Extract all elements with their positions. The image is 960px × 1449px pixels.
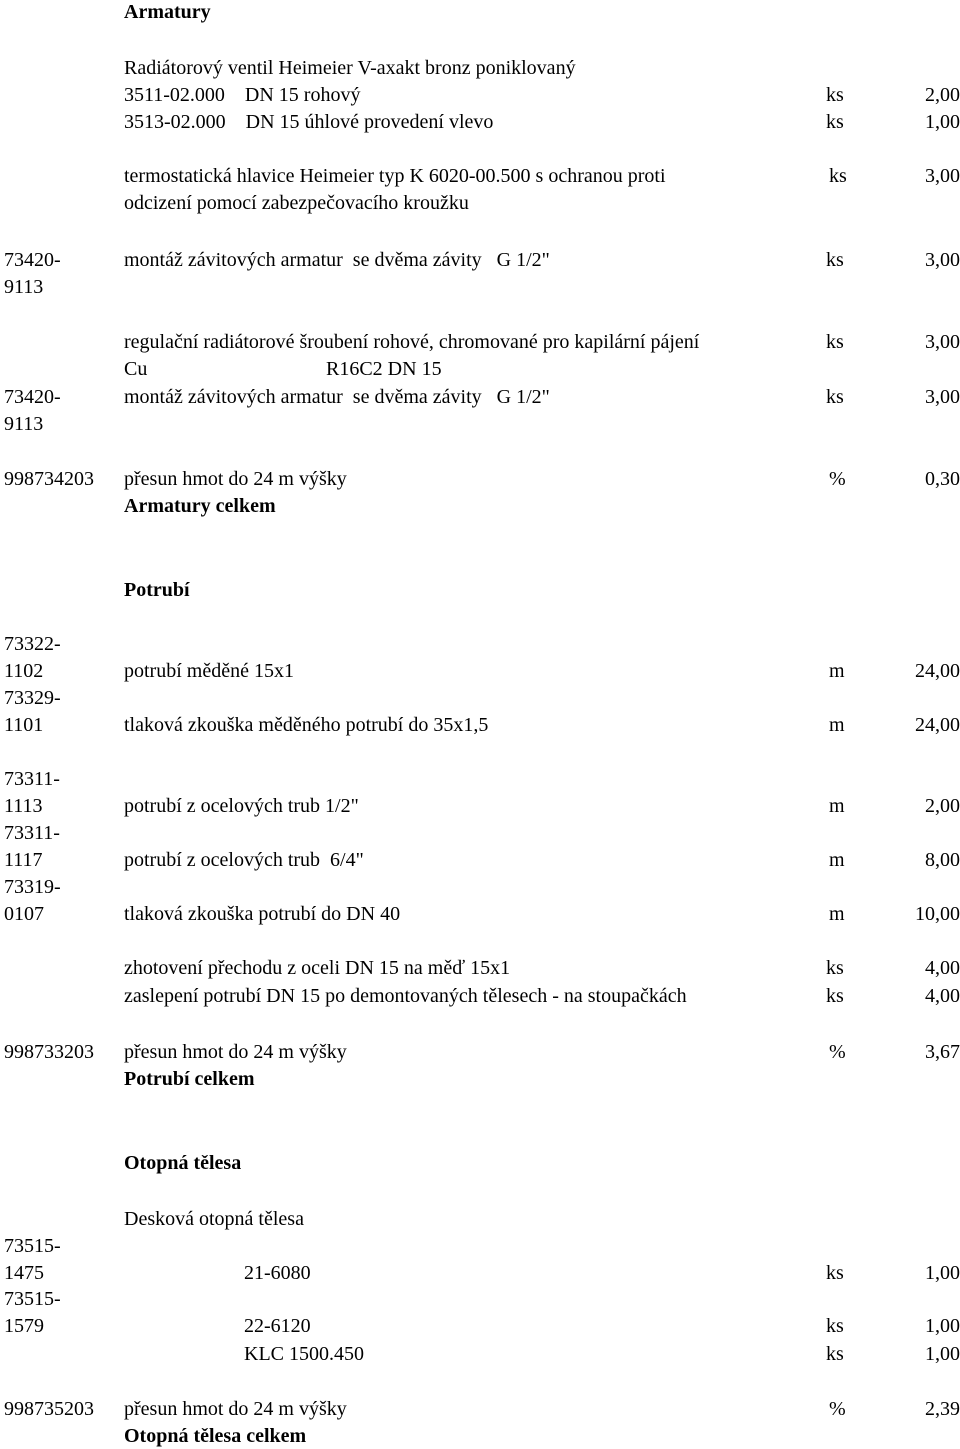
- line-item-unit: %: [829, 468, 846, 490]
- line-item-desc: potrubí měděné 15x1: [124, 660, 294, 682]
- line-item-unit: ks: [826, 957, 844, 979]
- line-item-unit: m: [829, 849, 845, 871]
- line-item-qty: 1,00: [925, 111, 960, 133]
- line-item-unit: ks: [826, 111, 844, 133]
- line-item-desc: zhotovení přechodu z oceli DN 15 na měď 15x1: [124, 957, 511, 979]
- line-item-unit: ks: [826, 331, 844, 353]
- transfer-code: 998733203: [4, 1041, 94, 1063]
- line-item-desc: tlaková zkouška potrubí do DN 40: [124, 903, 401, 925]
- transfer-desc: přesun hmot do 24 m výšky: [124, 1398, 347, 1420]
- line-item-unit: ks: [826, 1315, 844, 1337]
- item-code-part1: 73311-: [4, 768, 60, 790]
- line-item-qty: 4,00: [925, 957, 960, 979]
- line-item-desc: montáž závitových armatur se dvěma závity G 1/2": [124, 249, 550, 271]
- transfer-desc: přesun hmot do 24 m výšky: [124, 468, 347, 490]
- line-item-qty: 3,00: [925, 386, 960, 408]
- line-item-qty: 2,39: [925, 1398, 960, 1420]
- line-item-qty: 2,00: [925, 795, 960, 817]
- line-item-qty: 1,00: [925, 1262, 960, 1284]
- item-code-part1: 73319-: [4, 876, 61, 898]
- line-item-unit: m: [829, 660, 845, 682]
- line-item-desc: tlaková zkouška měděného potrubí do 35x1,5: [124, 714, 489, 736]
- item-code-part1: 73515-: [4, 1235, 61, 1257]
- item-code-part2: 0107: [4, 903, 44, 925]
- section-total-armatury: Armatury celkem: [124, 495, 276, 517]
- item-code-part2: 9113: [4, 413, 44, 435]
- item-code-part2: 1117: [4, 849, 43, 871]
- thermostat-desc-line1: termostatická hlavice Heimeier typ K 6020-00.500 s ochranou proti: [124, 165, 666, 187]
- item-code-part2: 1101: [4, 714, 44, 736]
- line-item-unit: ks: [826, 84, 844, 106]
- line-item-unit: ks: [826, 1262, 844, 1284]
- line-item-qty: 3,00: [925, 331, 960, 353]
- transfer-code: 998734203: [4, 468, 94, 490]
- line-item-qty: 10,00: [915, 903, 960, 925]
- item-code-part1: 73311-: [4, 822, 60, 844]
- thermostat-desc-line2: odcizení pomocí zabezpečovacího kroužku: [124, 192, 469, 214]
- line-item-desc: 21-6080: [244, 1262, 311, 1284]
- item-code-part1: 73322-: [4, 633, 61, 655]
- line-item-qty: 3,00: [925, 249, 960, 271]
- line-item-unit: ks: [826, 386, 844, 408]
- line-item-qty: 24,00: [915, 660, 960, 682]
- section-total-potrubi: Potrubí celkem: [124, 1068, 255, 1090]
- item-code-part1: 73420-: [4, 386, 61, 408]
- line-item-unit: m: [829, 714, 845, 736]
- line-item-unit: %: [829, 1398, 846, 1420]
- line-item-unit: ks: [826, 249, 844, 271]
- radiator-valve-title: Radiátorový ventil Heimeier V-axakt bronz poniklovaný: [124, 57, 576, 79]
- item-code-part1: 73329-: [4, 687, 61, 709]
- line-item-desc: zaslepení potrubí DN 15 po demontovaných tělesech - na stoupačkách: [124, 985, 687, 1007]
- section-heading-armatury: Armatury: [124, 1, 211, 23]
- line-item-unit: m: [829, 903, 845, 925]
- line-item-desc: potrubí z ocelových trub 1/2": [124, 795, 359, 817]
- line-item-desc: 22-6120: [244, 1315, 311, 1337]
- item-code-part2: 1475: [4, 1262, 44, 1284]
- item-code-part1: 73515-: [4, 1288, 61, 1310]
- line-item-qty: 1,00: [925, 1315, 960, 1337]
- regulating-desc-type: R16C2 DN 15: [326, 358, 442, 380]
- section-heading-potrubi: Potrubí: [124, 579, 190, 601]
- transfer-code: 998735203: [4, 1398, 94, 1420]
- line-item-qty: 1,00: [925, 1343, 960, 1365]
- line-item-qty: 3,00: [925, 165, 960, 187]
- line-item-qty: 3,67: [925, 1041, 960, 1063]
- regulating-desc-line1: regulační radiátorové šroubení rohové, chromované pro kapilární pájení: [124, 331, 700, 353]
- line-item-qty: 2,00: [925, 84, 960, 106]
- line-item-desc: potrubí z ocelových trub 6/4": [124, 849, 364, 871]
- subsection-heading: Desková otopná tělesa: [124, 1208, 304, 1230]
- item-code-part2: 1113: [4, 795, 43, 817]
- item-code-part2: 1579: [4, 1315, 44, 1337]
- line-item-qty: 4,00: [925, 985, 960, 1007]
- regulating-desc-material: Cu: [124, 358, 148, 380]
- line-item-qty: 0,30: [925, 468, 960, 490]
- item-code-part1: 73420-: [4, 249, 61, 271]
- line-item-desc: 3511-02.000 DN 15 rohový: [124, 84, 361, 106]
- line-item-unit: ks: [829, 165, 847, 187]
- line-item-desc: montáž závitových armatur se dvěma závity G 1/2": [124, 386, 550, 408]
- line-item-unit: ks: [826, 985, 844, 1007]
- line-item-unit: %: [829, 1041, 846, 1063]
- section-heading-telesa: Otopná tělesa: [124, 1152, 242, 1174]
- line-item-qty: 24,00: [915, 714, 960, 736]
- transfer-desc: přesun hmot do 24 m výšky: [124, 1041, 347, 1063]
- item-code-part2: 1102: [4, 660, 44, 682]
- line-item-qty: 8,00: [925, 849, 960, 871]
- item-code-part2: 9113: [4, 276, 44, 298]
- line-item-desc: KLC 1500.450: [244, 1343, 364, 1365]
- line-item-unit: ks: [826, 1343, 844, 1365]
- section-total-telesa: Otopná tělesa celkem: [124, 1425, 307, 1447]
- line-item-desc: 3513-02.000 DN 15 úhlové provedení vlevo: [124, 111, 494, 133]
- line-item-unit: m: [829, 795, 845, 817]
